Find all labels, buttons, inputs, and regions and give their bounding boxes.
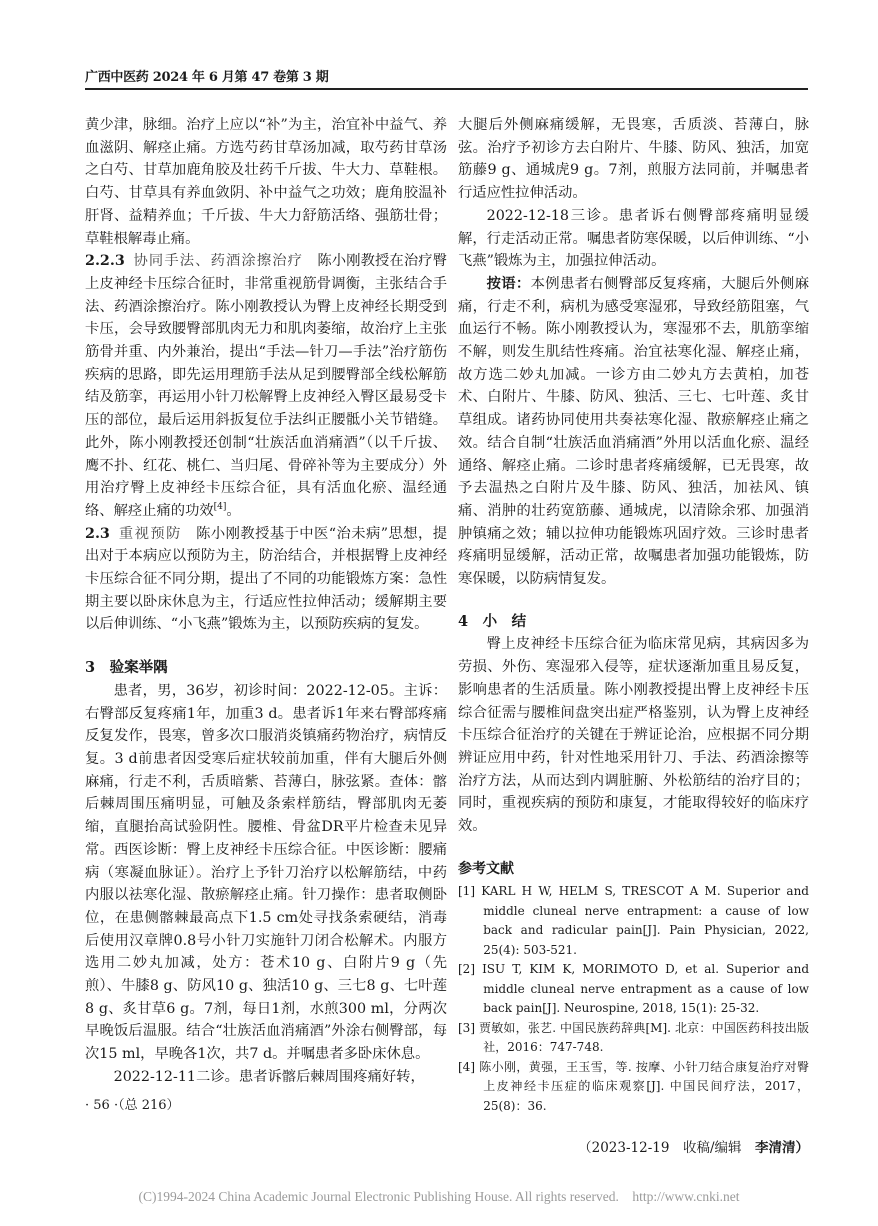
header-rule — [85, 88, 808, 90]
reference-item: [2] ISU T, KIM K, MORIMOTO D, et al. Superior and middle cluneal nerve entrapment as a cause of low back pain[J]. Neurospine, 2018, 15(1): 25-32. — [458, 962, 809, 1016]
journal-header: 广西中医药 2024 年 6 月第 47 卷第 3 期 — [85, 70, 329, 85]
reference-item: [4] 陈小刚，黄强，王玉雪，等. 按摩、小针刀结合康复治疗对臀上皮神经卡压症的临床观察[J]. 中国民间疗法，2017，25(8)：36. — [458, 1059, 809, 1113]
section-text: 陈小刚教授在治疗臀上皮神经卡压综合征时，非常重视筋骨调衡，主张结合手法、药酒涂擦治疗。陈小刚教授认为臀上皮神经长期受到卡压，会导致腰臀部肌肉无力和肌肉萎缩，故治疗上主张筋骨并重、内外兼治，提出“手法—针刀—手法”治疗筋伤疾病的思路，即先运用理筋手法从足到腰臀部全线松解筋结及筋挛，再运用小针刀松解臀上皮神经入臀区最易受卡压的部位，最后运用斜扳复位手法纠正腰骶小关节错缝。此外，陈小刚教授还创制“壮族活血消痛酒”（以千斤拔、鹰不扑、红花、桃仁、当归尾、骨碎补等为主要成分）外用治疗臀上皮神经卡压综合征，具有活血化瘀、温经通络、解痉止痛的功效 — [85, 253, 448, 519]
commentary-text: 本例患者右侧臀部反复疼痛，大腿后外侧麻痛，行走不利，病机为感受寒湿邪，导致经筋阻塞，气血运行不畅。陈小刚教授认为，寒湿邪不去，肌筋挛缩不解，则发生肌结性疼痛。治宜祛寒化湿、解痉止痛，故方选二妙丸加减。一诊方由二妙丸方去黄柏，加苍术、白附片、牛膝、防风、独活、三七、七叶莲、炙甘草组成。诸药协同使用共奏祛寒化湿、散瘀解痉止痛之效。结合自制“壮族活血消痛酒”外用以活血化瘀、温经通络、解痉止痛。二诊时患者疼痛缓解，已无畏寒，故予去温热之白附片及牛膝、防风、独活，加祛风、镇痛、消肿的壮药宽筋藤、通城虎，以清除余邪、加强消肿镇痛之效；辅以拉伸功能锻炼巩固疗效。三诊时患者疼痛明显缓解，活动正常，故嘱患者加强功能锻炼，防寒保暖，以防病情复发。 — [458, 275, 809, 588]
section-2-3 — [85, 523, 447, 637]
punct: 。 — [226, 502, 241, 519]
received-note — [458, 1138, 809, 1158]
reference-item: [1] KARL H W, HELM S, TRESCOT A M. Superior and middle cluneal nerve entrapment: a cause of low back and radicular pain[J]. Pain Physician, 2022, 25(4): 503-521. — [458, 884, 809, 957]
section-text: 陈小刚教授基于中医“治未病”思想，提出对于本病应以预防为主，防治结合，并根据臀上皮神经卡压综合征不同分期，提出了不同的功能锻炼方案：急性期主要以卧床休息为主，行适应性拉伸活动；缓解期主要以后伸训练、“小飞燕”锻炼为主，以预防疾病的复发。 — [85, 525, 447, 633]
paragraph: 臀上皮神经卡压综合征为临床常见病，其病因多为劳损、外伤、寒湿邪入侵等，症状逐渐加重且易反复，影响患者的生活质量。陈小刚教授提出臀上皮神经卡压综合征需与腰椎间盘突出症严格鉴别，认为臀上皮神经卡压综合征治疗的关键在于辨证论治，应根据不同分期辨证应用中药，针对性地采用针刀、手法、药酒涂擦等治疗方法，从而达到内调脏腑、外松筋结的治疗目的；同时，重视疾病的预防和康复，才能取得较好的临床疗效。 — [458, 636, 809, 835]
page-number: · 56 ·（总 216） — [85, 1097, 180, 1113]
section-title: 小 结 — [482, 612, 527, 630]
copyright-watermark: (C)1994-2024 China Academic Journal Electronic Publishing House. All rights reserved. http://www.cnki.net — [138, 1189, 740, 1205]
paragraph: 大腿后外侧麻痛缓解，无畏寒，舌质淡、苔薄白，脉弦。治疗予初诊方去白附片、牛膝、防风、独活，加宽筋藤9 g、通城虎9 g。7剂，煎服方法同前，并嘱患者行适应性拉伸活动。 — [458, 117, 809, 202]
section-title: 重视预防 — [118, 525, 182, 542]
section-number: 2.2.3 — [85, 253, 125, 270]
section-number: 4 — [458, 612, 469, 630]
paragraph: 2022-12-18三诊。患者诉右侧臀部疼痛明显缓解，行走活动正常。嘱患者防寒保暖，以后伸训练、“小飞燕”锻炼为主，加强拉伸活动。 — [458, 207, 809, 270]
paragraph: 黄少津，脉细。治疗上应以“补”为主，治宜补中益气、养血滋阴、解痉止痛。方选芍药甘草汤加减，取芍药甘草汤之白芍、甘草加鹿角胶及壮药千斤拔、牛大力、草鞋根。白芍、甘草具有养血敛阴、补中益气之功效；鹿角胶温补肝肾、益精养血；千斤拔、牛大力舒筋活络、强筋壮骨；草鞋根解毒止痛。 — [85, 117, 447, 247]
section-title: 协同手法、药酒涂擦治疗 — [133, 253, 304, 270]
section-number: 3 — [85, 659, 96, 677]
received-date: （2023-12-19 收稿/编辑 — [578, 1140, 742, 1157]
references — [458, 860, 809, 1117]
section-3-heading — [85, 657, 447, 680]
paragraph: 2022-12-11二诊。患者诉髂后棘周围疼痛好转， — [113, 1068, 425, 1085]
section-2-2-3 — [85, 250, 447, 522]
commentary-label: 按语： — [486, 275, 531, 292]
citation[interactable]: [4] — [213, 502, 227, 513]
reference-item: [3] 贾敏如，张艺. 中国民族药辞典[M]. 北京：中国医药科技出版社，2016：747-748. — [458, 1020, 809, 1055]
references-title: 参考文献 — [458, 860, 514, 877]
section-4-heading — [458, 611, 809, 634]
section-number: 2.3 — [85, 525, 110, 542]
right-column — [458, 114, 809, 1158]
left-column — [85, 114, 447, 1115]
section-title: 验案举隅 — [109, 659, 168, 677]
editor-name: 李清清） — [755, 1140, 809, 1157]
paragraph: 患者，男，36岁，初诊时间：2022-12-05。主诉：右臀部反复疼痛1年，加重3 d。患者诉1年来右臀部疼痛反复发作，畏寒，曾多次口服消炎镇痛药物治疗，病情反复。3 d前患者因受寒后症状较前加重，伴有大腿后外侧麻痛，行走不利，舌质暗紫、苔薄白，脉弦紧。查体：髂后棘周围压痛明显，可触及条索样筋结，臀部肌肉无萎缩，直腿抬高试验阴性。腰椎、骨盆DR平片检查未见异常。西医诊断：臀上皮神经卡压综合征。中医诊断：腰痛病（寒凝血脉证）。治疗上予针刀治疗以松解筋结，中药内服以祛寒化湿、散瘀解痉止痛。针刀操作：患者取侧卧位，在患侧髂棘最高点下1.5 cm处寻找条索硬结，消毒后使用汉章牌0.8号小针刀实施针刀闭合松解术。内服方选用二妙丸加减，处方：苍术10 g、白附片9 g（先煎）、牛膝8 g、防风10 g、独活10 g、三七8 g、七叶莲8 g、炙甘草6 g。7剂，每日1剂，水煎300 ml，分两次早晚饭后温服。结合“壮族活血消痛酒”外涂右侧臀部，每次15 ml，早晚各1次，共7 d。并嘱患者多卧床休息。 — [85, 682, 447, 1063]
commentary — [458, 273, 809, 591]
